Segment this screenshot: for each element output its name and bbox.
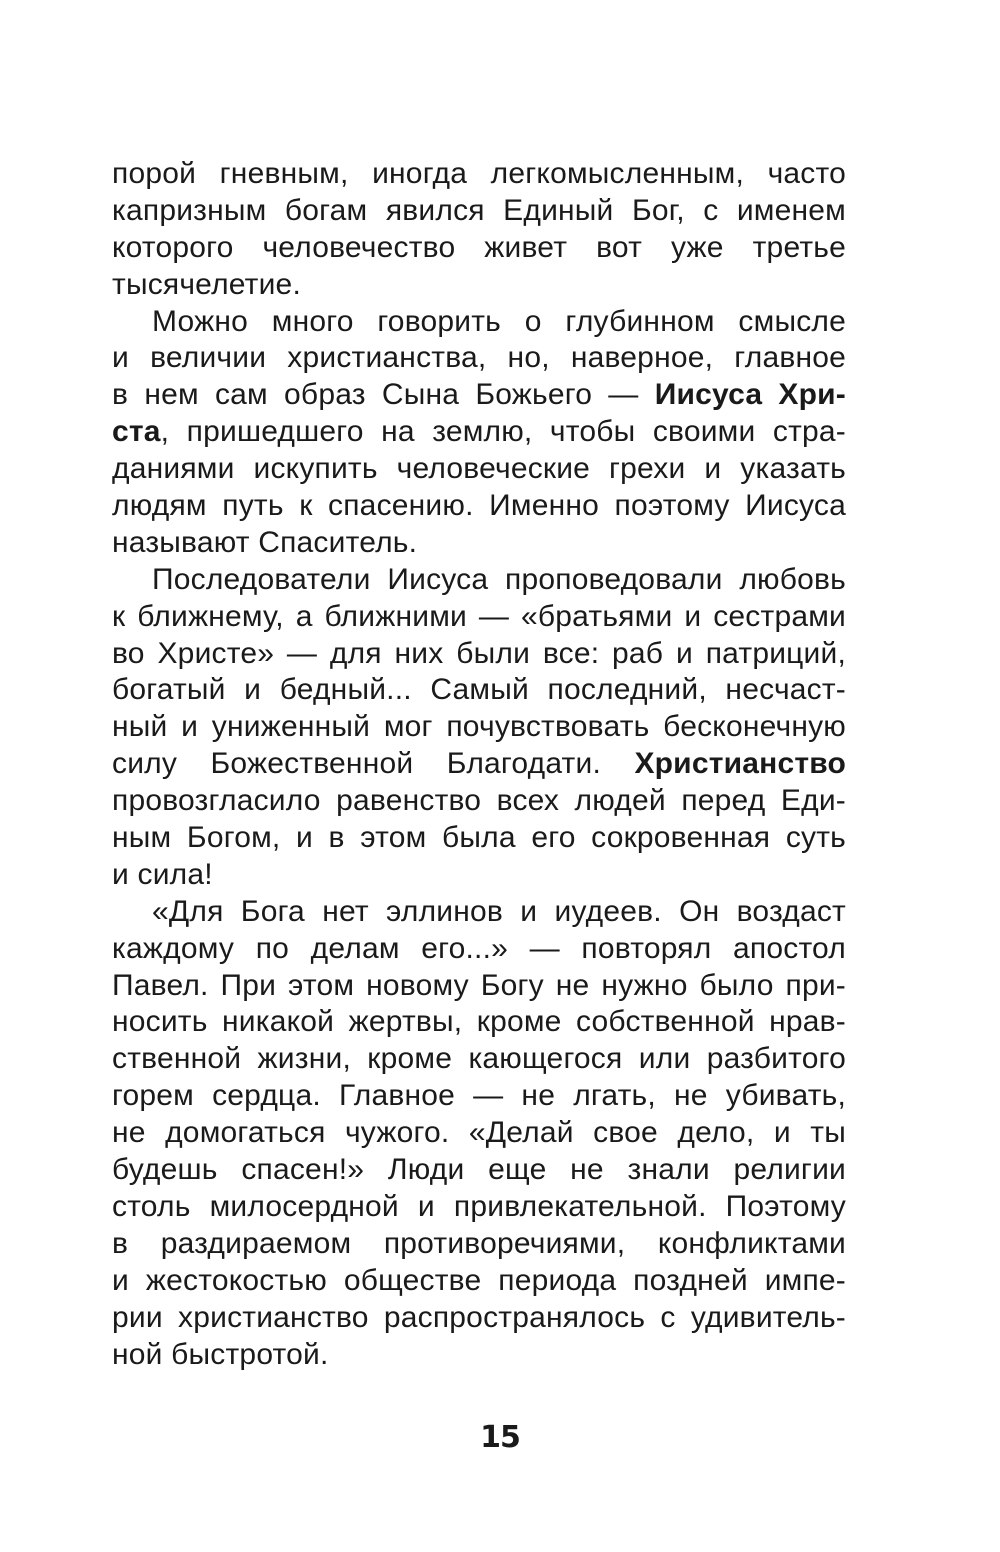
text-line [112,1115,846,1152]
text-line [112,193,846,230]
text-line [112,968,846,1005]
text-line [112,746,846,783]
text-run: носить никакой жертвы, кроме собственной нрав- [112,1005,846,1039]
text-run: и величии христианства, но, наверное, главное [112,341,846,375]
text-run: называют Спаситель. [112,525,418,559]
text-run: Последователи Иисуса проповедовали любовь [152,562,846,596]
text-line [112,340,846,377]
text-run: ной быстротой. [112,1337,329,1371]
text-run: в раздираемом противоречиями, конфликтами [112,1226,846,1260]
text-line [112,709,846,746]
text-line [112,820,846,857]
text-line [112,525,846,562]
text-line [112,1152,846,1189]
text-run: к ближнему, а ближними — «братьями и сестрами [112,599,846,633]
text-run: Павел. При этом новому Богу не нужно было при- [112,968,846,1002]
text-run: богатый и бедный... Самый последний, несчаст- [112,673,846,707]
text-run: столь милосердной и привлекательной. Поэтому [112,1189,846,1223]
text-run: ный и униженный мог почувствовать бесконечную [112,710,846,744]
text-line [112,1041,846,1078]
text-line [112,562,846,599]
text-line [112,857,846,894]
text-line [112,1300,846,1337]
text-run: тысячелетие. [112,267,301,301]
text-run: порой гневным, иногда легкомысленным, часто [112,157,846,190]
text-line [112,377,846,414]
text-run: капризным богам явился Единый Бог, с именем [112,193,846,227]
text-run: ственной жизни, кроме кающегося или разбитого [112,1042,846,1076]
body-text [112,156,846,1373]
text-line [112,1004,846,1041]
text-run: горем сердца. Главное — не лгать, не убивать, [112,1079,846,1113]
text-run: не домогаться чужого. «Делай свое дело, и ты [112,1116,846,1150]
text-run: , пришедшего на землю, чтобы своими стра- [160,415,846,449]
text-run: ным Богом, и в этом была его сокровенная суть [112,821,846,855]
text-run: рии христианство распространялось с удивитель- [112,1300,846,1334]
text-run: будешь спасен!» Люди еще не знали религии [112,1153,846,1187]
text-line [112,599,846,636]
text-line [112,672,846,709]
text-line [112,1078,846,1115]
text-line [112,1226,846,1263]
bold-term: Иисуса Хри- [654,378,846,412]
bold-term: Христианство [634,747,846,781]
text-line [112,488,846,525]
text-run: и жестокостью обществе периода поздней импе- [112,1263,846,1297]
text-line [112,451,846,488]
text-run: которого человечество живет вот уже третье [112,230,846,264]
text-line [112,636,846,673]
text-run: «Для Бога нет эллинов и иудеев. Он воздаст [152,894,846,928]
text-run: силу Божественной Благодати. [112,747,635,781]
text-line [112,414,846,451]
text-line [112,1263,846,1300]
text-line [112,267,846,304]
page-number: 15 [480,1420,520,1455]
text-run: каждому по делам его...» — повторял апостол [112,931,846,965]
text-line [112,931,846,968]
text-line [112,230,846,267]
text-line [112,1337,846,1374]
text-run: провозгласило равенство всех людей перед Еди- [112,784,846,818]
text-run: во Христе» — для них были все: раб и патриций, [112,636,846,670]
text-run: и сила! [112,857,213,891]
text-run: Можно много говорить о глубинном смысле [152,304,846,338]
bold-term: ста [112,415,161,449]
text-line [112,156,846,193]
text-run: даниями искупить человеческие грехи и указать [112,452,846,486]
text-run: людям путь к спасению. Именно поэтому Иисуса [112,489,846,523]
text-line [112,1189,846,1226]
text-line [112,894,846,931]
text-line [112,783,846,820]
text-run: в нем сам образ Сына Божьего — [112,378,655,412]
text-line [112,304,846,341]
